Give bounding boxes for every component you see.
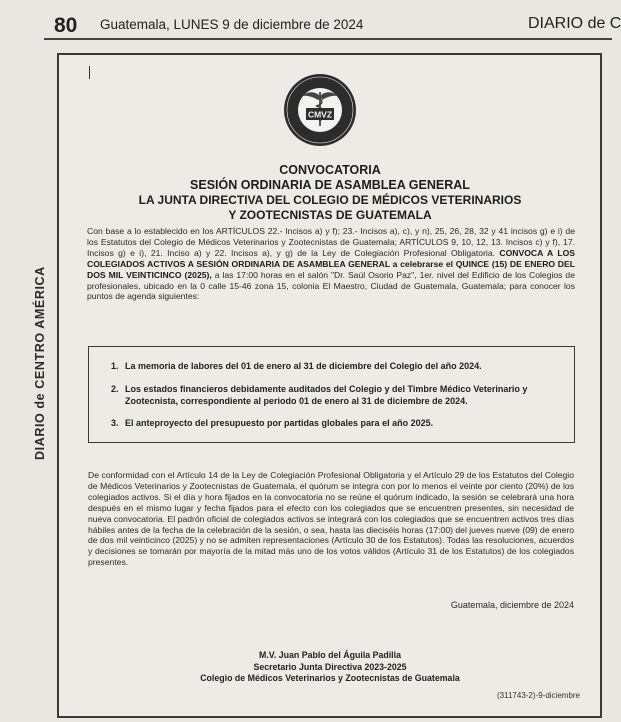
signer-role: Secretario Junta Directiva 2023-2025 (253, 661, 407, 672)
intro-text-bold: CONVOCA A LOS COLEGIADOS ACTIVOS A SESIÓN ORDINARIA DE ASAMBLEA GENERAL a celebrarse el QUINCE (15) DE ENERO DEL DOS MIL VEINTICINCO (2025), (87, 247, 575, 280)
quorum-paragraph: De conformidad con el Artículo 14 de la Ley de Colegiación Profesional Obligatoria y el Artículo 29 de los Estatutos del Colegio de Médicos Veterinarios y Zootecnistas de Guatemala, el quórum se integra con por lo menos el veinte por ciento (20%) de los colegiados activos. Si el día y hora fijados en la convocatoria no se reúne el quórum indicado, la sesión se celebrará una hora después en el mismo lugar y fecha fijados para el efecto con los colegiados que se encuentren presentes, sin necesidad de nueva convocatoria. El padrón oficial de colegiados activos se integrará con los colegiados que se encuentren activos tres días hábiles antes de la fecha de la celebración de la sesión, o sea, hasta las dieciséis horas (17:00) del jueves nueve (09) de enero de dos mil veinticinco (2025) y no se admiten representaciones (Artículo 30 de los Estatutos). Todas las resoluciones, acuerdos y decisiones se tomarán por mayoría de la mitad más uno de los votos válidos (Artículo 31 de los Estatutos) de los colegiados presentes. (88, 470, 574, 568)
header-date: Guatemala, LUNES 9 de diciembre de 2024 (100, 17, 364, 32)
org-name-line-2: Y ZOOTECNISTAS DE GUATEMALA (228, 208, 432, 222)
logo-text: CMVZ (307, 109, 333, 120)
notice-title: CONVOCATORIA (279, 163, 381, 177)
header-divider (44, 38, 612, 40)
notice-subtitle: SESIÓN ORDINARIA DE ASAMBLEA GENERAL (190, 178, 470, 192)
agenda-item-number: 2. (111, 384, 119, 394)
intro-text-a: Con base a lo establecido en los ARTÍCULOS 22.- Incisos a) y f); 23.- Incisos a), c), y n), 25, 26, 28, 32 y 41 incisos g) e i) de los Estatutos del Colegio de Médicos Veterinarios y Zootecnistas de Guatemala; ARTÍCULOS 9, 10, 12, 13. Incisos c) y f), 17. Incisos g) e i), 21. Inciso a) y 22. Incisos a), y g) de la Ley de Colegiación Profesional Obligatoria. (87, 226, 575, 258)
agenda-item (111, 360, 551, 372)
text-cursor (89, 66, 90, 79)
ad-reference-code: (311743-2)-9-diciembre (497, 691, 580, 700)
notice-title-block (60, 163, 600, 223)
newspaper-name: DIARIO de C (528, 15, 621, 32)
agenda-item-number: 3. (111, 418, 119, 428)
agenda-item-text: Los estados financieros debidamente auditados del Colegio y del Timbre Médico Veterinario y Zootecnista, correspondiente al periodo 01 de enero al 31 de diciembre de 2024. (125, 384, 528, 406)
signature-block (60, 650, 600, 685)
agenda-item-number: 1. (111, 361, 119, 371)
agenda-item-text: La memoria de labores del 01 de enero al 31 de diciembre del Colegio del año 2024. (125, 361, 482, 371)
signer-organization: Colegio de Médicos Veterinarios y Zootecnistas de Guatemala (200, 673, 460, 683)
agenda-item-text: El anteproyecto del presupuesto por partidas globales para el año 2025. (125, 418, 434, 428)
place-and-date: Guatemala, diciembre de 2024 (450, 600, 574, 610)
agenda-box (88, 346, 575, 443)
page-number: 80 (54, 14, 78, 37)
agenda-item (111, 417, 551, 429)
cmvz-seal-logo (282, 72, 358, 148)
agenda-item (111, 383, 551, 407)
page-header (0, 0, 621, 38)
org-name-line-1: LA JUNTA DIRECTIVA DEL COLEGIO DE MÉDICOS VETERINARIOS (138, 193, 522, 207)
intro-text-b: a las 17:00 horas en el salón "Dr. Saúl Osorio Paz", 1er. nivel del Edificio de los Colegios de profesionales, ubicado en la 0 calle 15-46 zona 15, colonia El Maestro, Ciudad de Guatemala, Guatemala; para conocer los puntos de agenda siguientes: (87, 269, 575, 302)
signer-name: M.V. Juan Pablo del Águila Padilla (259, 650, 401, 660)
intro-paragraph (87, 226, 575, 302)
